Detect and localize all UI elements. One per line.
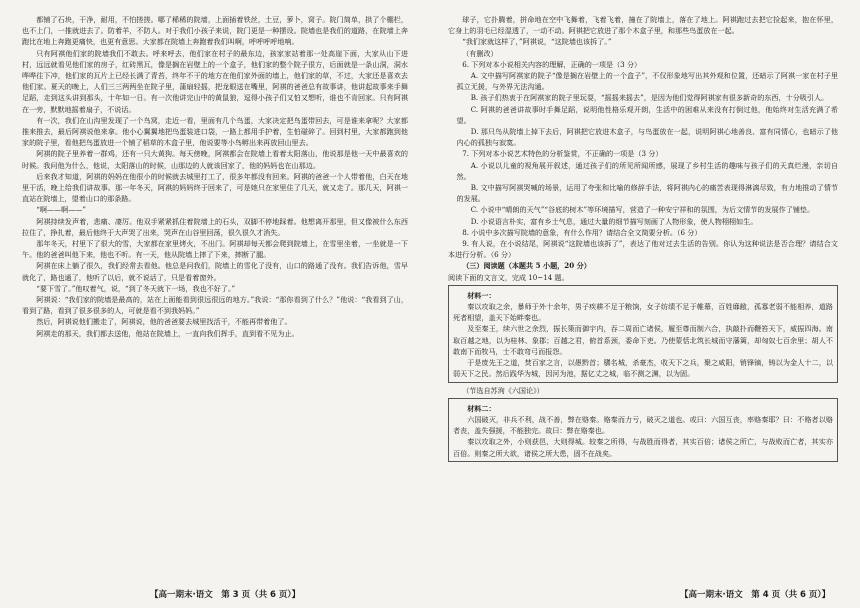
section-intro: 阅读下面的文言文，完成 10~14 题。	[448, 272, 569, 282]
option: C. 阿祺的爸爸讲故事时手舞足蹈，说明他性格乐观开朗，生活中的困难从来没有打倒过他，他始终对生活充满了希望。	[456, 104, 838, 125]
material-2-box	[448, 398, 838, 462]
option: A. 文中描写阿祺家的院子“像是搁在岩壁上的一个盒子”，不仅形象地写出其外观和位置，还暗示了阿祺一家在村子里孤立无援，与外界无法沟通。	[456, 71, 838, 92]
story-paragraph: 球子，它扑腾着，拼命地在空中飞舞着，飞着飞着，撞在了院墙上，落在了地上。阿祺跑过去把它捡起来，抱在怀里，它身上的羽毛已经湿透了，一动不动。阿祺把它放进了那个木盒子里，和那些鸟蛋放在一起。	[448, 15, 838, 36]
story-paragraph: 只有阿祺他们家的院墙我们不敢去。呼来呼去，他们家在村子的最东边，孩家家站着那一处高崖下面，大家从山下进村，远远就看见他们家的房子，红砖黑瓦，像是搁在岩壁上的一个盒子，他们家的整个院子很方，后面就是一条山洞，洞水哗哗往下冲，他们家的瓦片上已经长满了青苔，终年不干的地方在他们家外面的墙上，他们家的草，不过，大家还是喜欢去他们家。夏天的晚上，人们三三两两坐在院子里，蒲扇轻摇，把龙眼送在嘴里，阿祺的爸爸总有故事讲，他讲起故事来手舞足蹈，走到这头讲到那头，十年如一日。有一次他讲完山中的黄鼠狼，逗得小孩子们又怕又想听，谁也不肯回家。只有阿祺在一旁，默默地摇着扇子，不说话。	[22, 48, 408, 114]
material-2-title: 材料二：	[467, 403, 496, 413]
classical-paragraph: 六国破灭，非兵不利，战不善，弊在赂秦。赂秦而力亏，破灭之道也。或曰：六国互丧，率赂秦耶？曰：不赂者以赂者丧，盖失强援，不能独完。故曰：弊在赂秦也。	[453, 414, 833, 436]
classical-paragraph: 秦以攻取之余，暴师于外十余年，男子疾耕不足于粮饷，女子纺绩不足于帷幕，百姓靡敝，孤寡老弱不能相养，道路死者相望，盖天下始畔秦也。	[453, 302, 833, 323]
story-paragraph: 有一次，我们在山沟里发现了一个鸟窝，走近一看，里面有几个鸟蛋，大家决定把鸟蛋带回去，可是谁来拿呢？大家都推来推去，最后阿祺说他来拿。他小心翼翼地把鸟蛋装进口袋，一路上都用手护着，生怕碰碎了。回到村里，大家都跑到他家的院子里，看他把鸟蛋放进一个铺了稻草的木盒子里，他说要等小鸟孵出来再放回山里去。	[22, 115, 408, 148]
right-column	[448, 14, 838, 462]
question-9: 9. 有人说，在小说结尾，阿祺说“这院墙也该拆了”，表达了他对过去生活的告别。你认为这种说法是否合理？请结合文本进行分析。（6 分）	[448, 239, 838, 260]
page-right	[430, 0, 860, 608]
classical-paragraph: 秦以攻取之外，小则获邑，大则得城。较秦之所得，与战胜而得者，其实百倍；诸侯之所亡，与战败而亡者，其实亦百倍。则秦之所大欲，诸侯之所大患，固不在战矣。	[453, 437, 833, 458]
question-8: 8. 小说中多次描写院墙的意象，有什么作用？请结合全文简要分析。（6 分）	[462, 227, 702, 237]
classical-paragraph: 及至秦王，续六世之余烈，振长策而御宇内，吞二周而亡诸侯，履至尊而制六合，执敲扑而鞭笞天下，威振四海。南取百越之地，以为桂林、象郡；百越之君，俯首系颈，委命下吏。乃使蒙恬北筑长城而守藩篱，却匈奴七百余里；胡人不敢南下而牧马，士不敢弯弓而报怨。	[453, 324, 833, 356]
left-column	[22, 14, 408, 339]
page-footer: 【高一期末·语文 第 3 页（共 6 页）】	[150, 590, 301, 600]
option: B. 孩子们热衷于在阿祺家的院子里玩耍，“摇摇来摇去”，是因为他们觉得阿祺家有很多新奇的东西，十分吸引人。	[470, 93, 829, 103]
classical-paragraph: 于是废先王之道，焚百家之言，以愚黔首；隳名城，杀豪杰，收天下之兵，聚之咸阳，销锋镝，铸以为金人十二，以弱天下之民。然后践华为城，因河为池，据亿丈之城，临不测之渊，以为固。	[453, 358, 833, 379]
author-note: （有删改）	[462, 48, 498, 58]
question-7: 7. 下列对本小说艺术特色的分析鉴赏，不正确的一项是（3 分）	[462, 149, 663, 159]
option: A. 小说以儿童的视角展开叙述，通过孩子们的所见所闻所感，展现了乡村生活的趣味与孩子们的天真烂漫，亲切自然。	[456, 160, 838, 181]
section-heading: （三）阅读题（本题共 5 小题，20 分）	[462, 261, 591, 271]
option: B. 文中描写阿祺哭喊的场景，运用了夸张和比喻的修辞手法，将阿祺内心的痛苦表现得淋漓尽致，有力地推动了情节的发展。	[456, 183, 838, 204]
story-paragraph: 阿祺在床上躺了很久，我们经常去看他。他总是问我们，院墙上的雪化了没有，山口的路通了没有。我们告诉他，雪早就化了，路也通了，他听了以后，就不说话了，只是看着窗外。	[22, 261, 408, 282]
option: C. 小说中“晴朗的天气”“谷底的树木”等环境描写，营造了一种安宁祥和的氛围，为后文情节的发展作了铺垫。	[470, 205, 815, 215]
page-footer: 【高一期末·语文 第 4 页（共 6 页）】	[680, 590, 831, 600]
story-paragraph: “要下雪了。”他叹着气，说，“到了冬天就下一场，我也不好了。”	[36, 283, 236, 293]
option: D. 那只鸟从院墙上掉下去后，阿祺把它放进木盒子，与鸟蛋放在一起，说明阿祺心地善良、富有同情心，也暗示了他内心的孤独与寂寞。	[456, 127, 838, 148]
option: D. 小说语言朴实，富有乡土气息，通过大量的细节描写刻画了人物形象，使人物栩栩如生。	[470, 216, 758, 226]
story-paragraph: 阿祺走的那天，我们都去送他，他站在院墙上，一直向我们挥手，直到看不见为止。	[36, 328, 299, 338]
material-1-title: 材料一：	[467, 290, 496, 300]
story-paragraph: 阿祺的院子里养着一群鸡，还有一只大黄狗。每天傍晚，阿祺都会在院墙上看着太阳落山，他说那是他一天中最喜欢的时候。我问他为什么，他说，太阳落山的时候，山那边的人就该回家了，他的妈妈也在山那边。	[22, 149, 408, 170]
question-6: 6. 下列对本小说相关内容的理解，正确的一项是（3 分）	[462, 59, 642, 69]
story-paragraph: “我们家就这样了，”阿祺说，“这院墙也该拆了。”	[462, 37, 612, 47]
story-paragraph: 那年冬天，村里下了很大的雪，大家都在家里烤火，不出门。阿祺却每天都会爬到院墙上，在雪里坐着，一坐就是一下午。他的爸爸叫他下来，他也不听。有一天，他从院墙上摔了下来，摔断了腿。	[22, 239, 408, 260]
story-paragraph: 阿祺说：“我们家的院墙是最高的，站在上面能看到很远很远的地方。”我说：“那你看到了什么？”他说：“我看到了山，看到了路，看到了很多很多的人，可就是看不到我妈妈。”	[22, 295, 408, 316]
sound-line: “啊——啊——”	[36, 205, 87, 215]
material-1-box	[448, 285, 838, 383]
story-paragraph: 都铺了石块，干净，耐用，不怕搓搓。哪了稀稀的院墙，上面插着铁丝，土豆，萝卜，窝子。院门简单，拱了个棚栏，也不上门，一推就进去了。防着羊，不防人。对于我们小孩子来说，院门更是一种摆设。院墙也是我们的道路，在院墙上奔跑比在地上奔跑更痛快，也更有意思。大家都在院墙上奔跑着我们叫啊，呼呼呼呼地响。	[22, 15, 408, 47]
story-paragraph: 后来我才知道，阿祺的妈妈在他很小的时候就去城里打工了，很多年都没有回来。阿祺的爸爸一个人带着他，白天在地里干活，晚上给我们讲故事。那一年冬天，阿祺的妈妈终于回来了，可是她只在家里住了几天，就又走了。那几天，阿祺一直站在院墙上，望着山口的那条路。	[22, 171, 408, 204]
story-paragraph: 然后，阿祺说他们搬走了，阿祺说，他的爸爸要去城里找活干，不能再带着他了。	[36, 317, 292, 327]
story-paragraph: 阿祺持续发声着，悲痛、凄厉。他双手紧紧抓住着院墙上的石头，双脚不停地踩着。他想离开那里，但又像被什么东西拉住了，挣扎着，最后他终于大声哭了出来，哭声在山谷里回荡，很久很久才消失。	[22, 216, 408, 237]
material-1-source: （节选自苏洵《六国论》）	[462, 385, 544, 395]
